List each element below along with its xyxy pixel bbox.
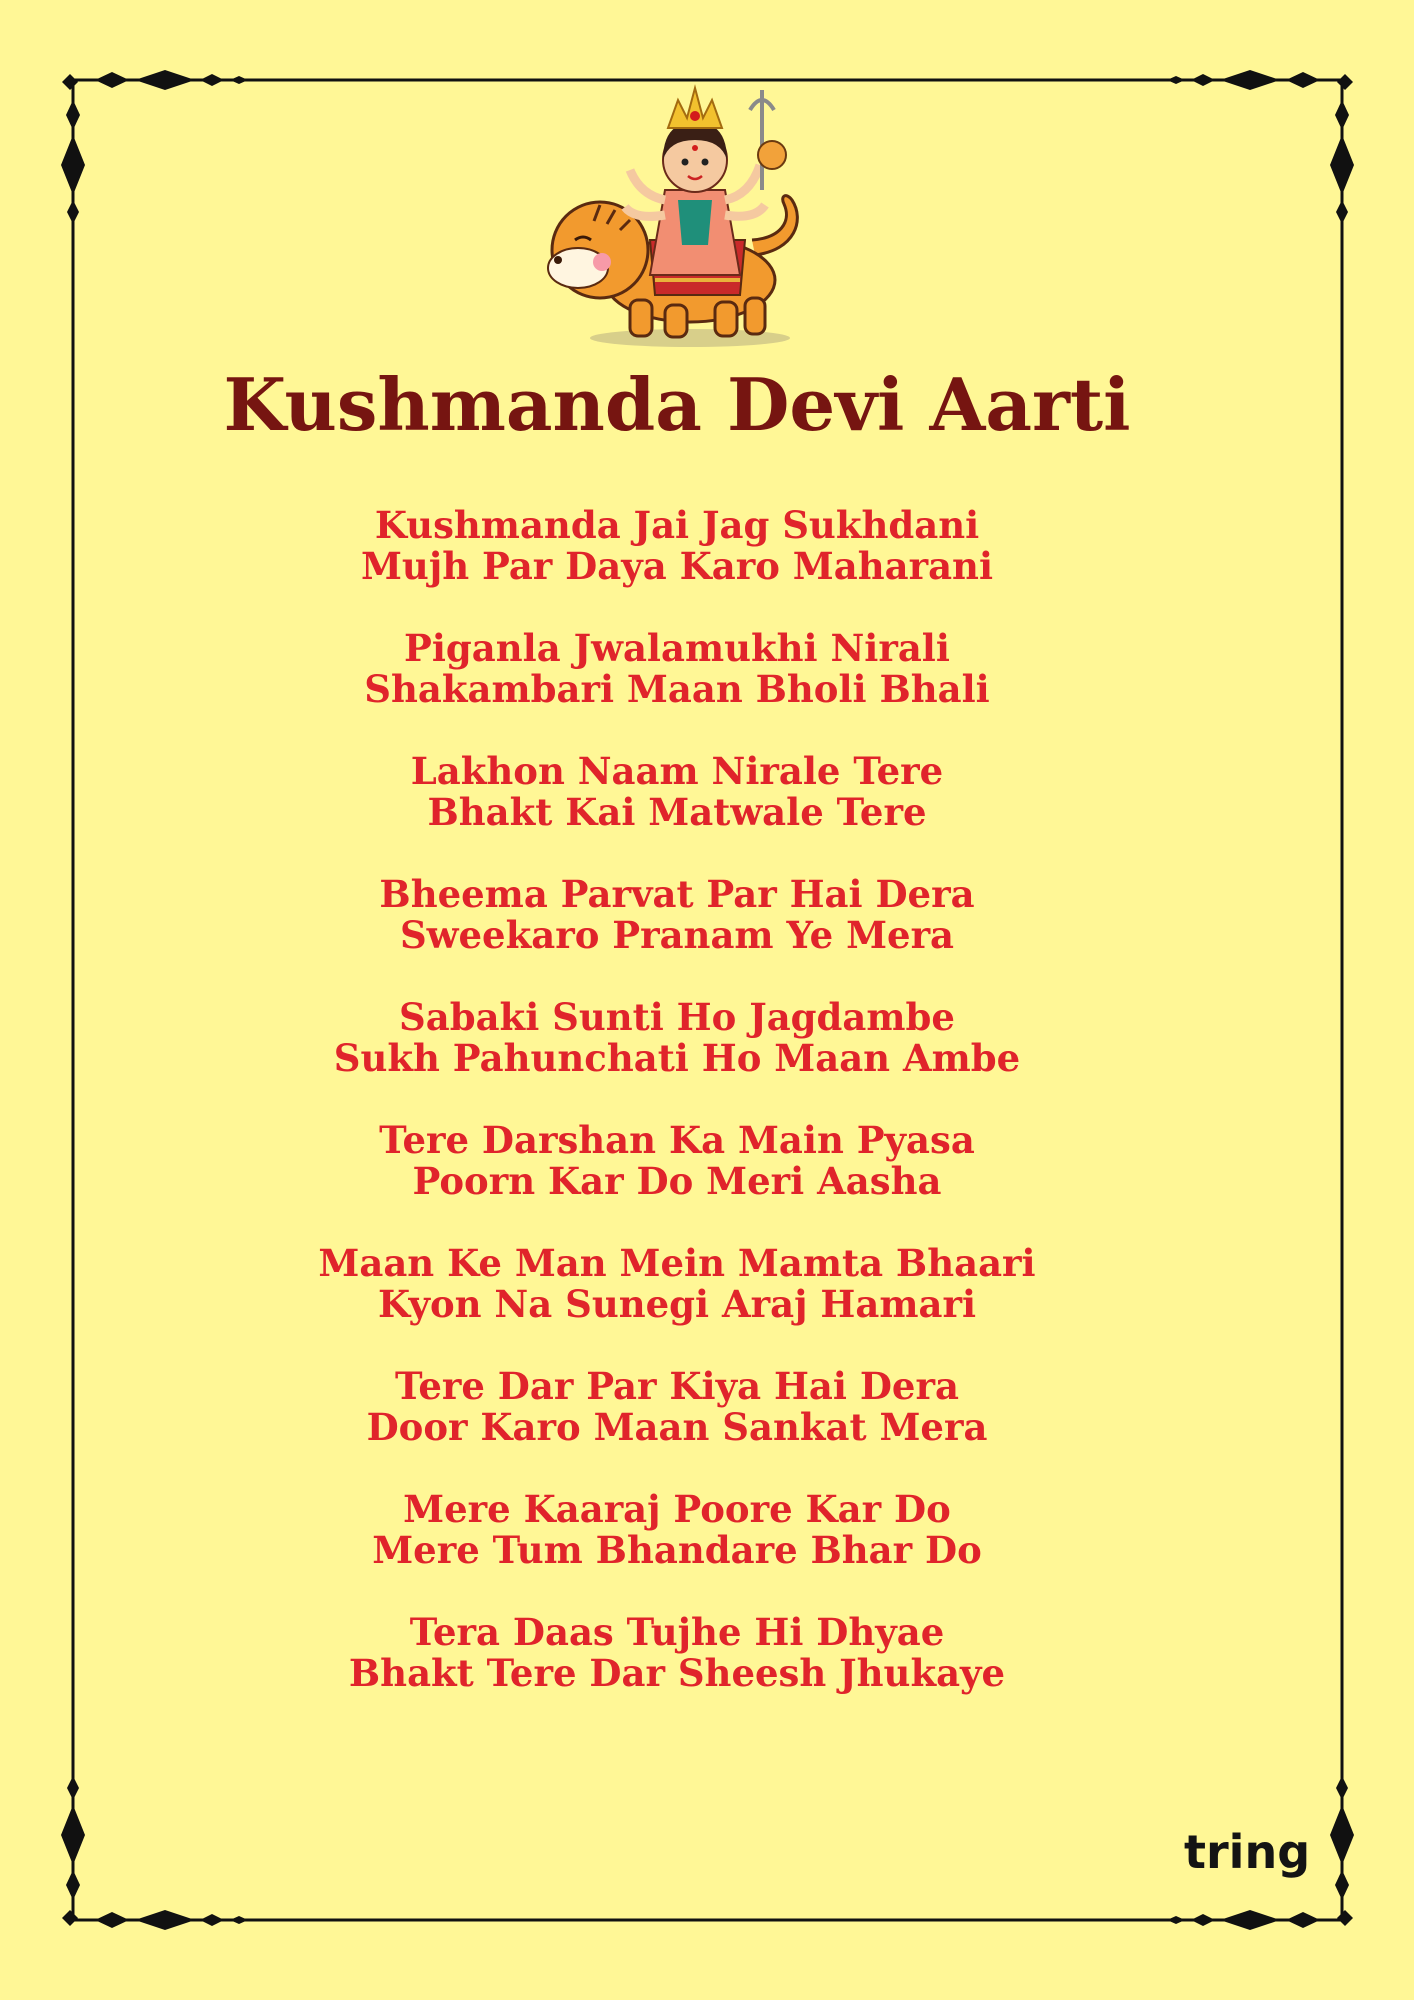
verse (0, 1612, 1354, 1735)
verse (0, 997, 1354, 1120)
verse-line: Maan Ke Man Mein Mamta Bhaari (318, 1241, 1036, 1285)
verse-line: Sabaki Sunti Ho Jagdambe (399, 995, 955, 1039)
verse (0, 1120, 1354, 1243)
verse-line: Mujh Par Daya Karo Maharani (360, 544, 994, 588)
verse (0, 874, 1354, 997)
verse-line: Mere Tum Bhandare Bhar Do (372, 1528, 982, 1572)
verse-line: Poorn Kar Do Meri Aasha (412, 1159, 942, 1203)
verse-line: Lakhon Naam Nirale Tere (410, 749, 944, 793)
verse-line: Tera Daas Tujhe Hi Dhyae (409, 1610, 945, 1654)
verse (0, 1489, 1354, 1612)
tring-logo: tring (1184, 1825, 1311, 1879)
verse-line: Piganla Jwalamukhi Nirali (404, 626, 950, 670)
verse-line: Bheema Parvat Par Hai Dera (379, 872, 975, 916)
verse (0, 1243, 1354, 1366)
verse-line: Door Karo Maan Sankat Mera (366, 1405, 988, 1449)
goddess-on-tiger-illustration (540, 80, 820, 350)
verse (0, 1366, 1354, 1489)
verse-line: Tere Dar Par Kiya Hai Dera (395, 1364, 959, 1408)
verse-line: Bhakt Kai Matwale Tere (427, 790, 927, 834)
aarti-verses (0, 505, 1414, 1735)
verse (0, 751, 1354, 874)
verse-line: Kushmanda Jai Jag Sukhdani (374, 503, 980, 547)
verse-line: Sweekaro Pranam Ye Mera (399, 913, 955, 957)
verse-line: Shakambari Maan Bholi Bhali (364, 667, 990, 711)
verse-line: Sukh Pahunchati Ho Maan Ambe (333, 1036, 1021, 1080)
verse-line: Kyon Na Sunegi Araj Hamari (377, 1282, 977, 1326)
verse (0, 505, 1354, 628)
verse-line: Tere Darshan Ka Main Pyasa (379, 1118, 975, 1162)
verse-line: Bhakt Tere Dar Sheesh Jhukaye (348, 1651, 1006, 1695)
page-title: Kushmanda Devi Aarti (223, 362, 1131, 447)
verse-line: Mere Kaaraj Poore Kar Do (403, 1487, 951, 1531)
verse (0, 628, 1354, 751)
